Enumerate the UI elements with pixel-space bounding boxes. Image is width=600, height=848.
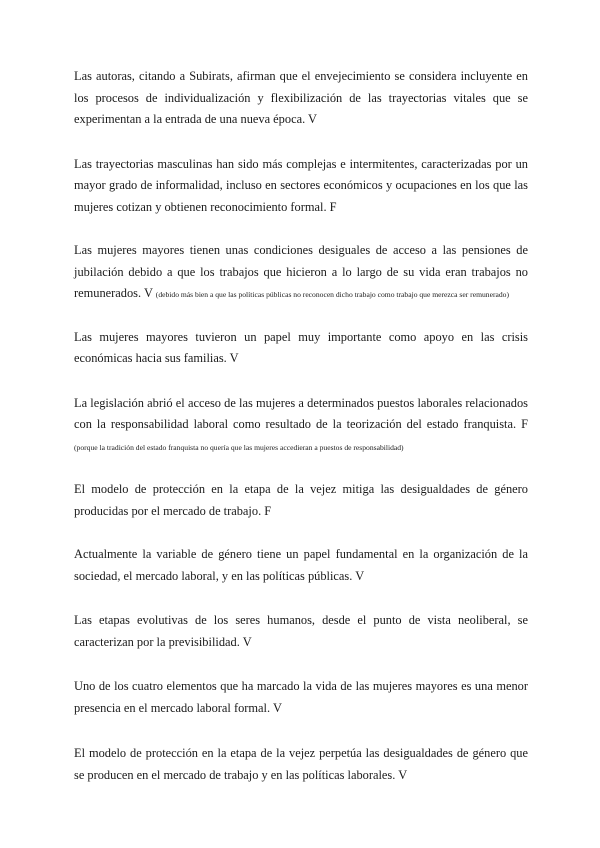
statement-text-2: Las trayectorias masculinas han sido más complejas e intermitentes, caracterizadas por un mayor grado de informalidad, incluso en sectores económicos y ocupaciones en los que las mujeres cotizan y obtienen reconocimiento formal. F: [74, 156, 528, 214]
statement-paragraph-9: [74, 676, 528, 719]
statement-paragraph-10: [74, 743, 528, 786]
statement-paragraph-8: [74, 610, 528, 653]
statement-text-6: El modelo de protección en la etapa de la vejez mitiga las desigualdades de género producidas por el mercado de trabajo. F: [74, 482, 528, 518]
statement-paragraph-1: [74, 66, 528, 131]
statement-note-5: (porque la tradición del estado franquista no quería que las mujeres accedieran a puestos de responsabilidad): [74, 442, 404, 452]
statement-text-1: Las autoras, citando a Subirats, afirman que el envejecimiento se considera incluyente en los procesos de individualización y flexibilización de las trayectorias vitales que se experimentan a la entrada de una nueva época. V: [74, 69, 528, 126]
statement-paragraph-6: [74, 479, 528, 522]
document-body: [74, 66, 528, 807]
statement-paragraph-3: [74, 240, 528, 305]
statement-text-3: Las mujeres mayores tienen unas condiciones desiguales de acceso a las pensiones de jubilación debido a que los trabajos que hicieron a lo largo de su vida eran trabajos no remunerados. V: [74, 243, 528, 300]
statement-paragraph-2: [74, 154, 528, 219]
statement-paragraph-7: [74, 544, 528, 587]
statement-text-8: Las etapas evolutivas de los seres humanos, desde el punto de vista neoliberal, se caracterizan por la previsibilidad. V: [74, 613, 528, 649]
statement-text-5: La legislación abrió el acceso de las mujeres a determinados puestos laborales relacionados con la responsabilidad laboral como resultado de la teorización del estado franquista. F: [74, 395, 528, 431]
statement-text-4: Las mujeres mayores tuvieron un papel muy importante como apoyo en las crisis económicas hacia sus familias. V: [74, 329, 528, 365]
statement-text-10: El modelo de protección en la etapa de la vejez perpetúa las desigualdades de género que se producen en el mercado de trabajo y en las políticas laborales. V: [74, 746, 528, 782]
statement-text-9: Uno de los cuatro elementos que ha marcado la vida de las mujeres mayores es una menor presencia en el mercado laboral formal. V: [74, 679, 528, 715]
statement-paragraph-4: [74, 327, 528, 370]
statement-note-3: (debido más bien a que las políticas públicas no reconocen dicho trabajo como trabajo que merezca ser remunerado): [155, 290, 509, 299]
statement-text-7: Actualmente la variable de género tiene un papel fundamental en la organización de la sociedad, el mercado laboral, y en las políticas públicas. V: [74, 547, 528, 583]
statement-paragraph-5: [74, 393, 528, 458]
